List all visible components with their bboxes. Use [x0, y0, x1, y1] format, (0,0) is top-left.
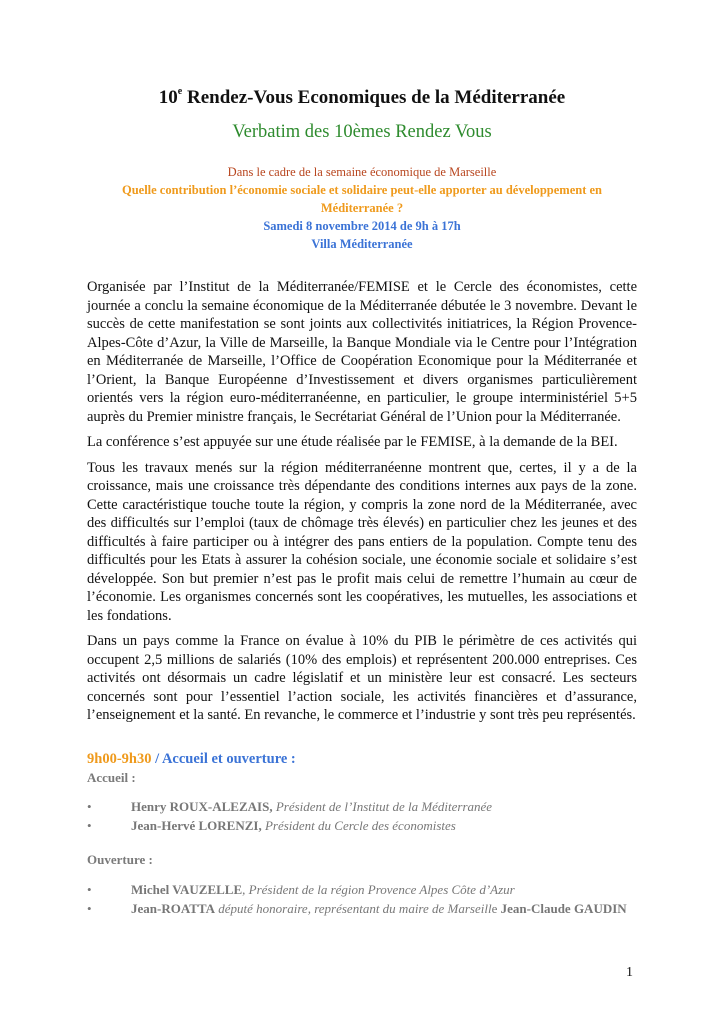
paragraph: Organisée par l’Institut de la Méditerranée/FEMISE et le Cercle des économistes, cette journée a conclu la semaine économique de la Méditerranée débutée le 3 novembre. Devant le succès de cette manifestation se sont joints aux collectivités initiatrices, la Région Provence-Alpes-Côte d’Azur, la Ville de Marseille, la Banque Mondiale via le Centre pour l’Intégration en Méditerranée de Marseille, l’Office de Coopération Economique pour la Méditerranée et l’Orient, la Banque Européenne d’Investissement et divers organismes particulièrement orientés vers la région euro-méditerranéenne, en particulier, le groupe interministériel 5+5 auprès du Premier ministre français, le Secrétariat Général de l’Union pour la Méditerranée.: [87, 279, 637, 425]
speaker-role: Président de l’Institut de la Méditerranée: [272, 799, 493, 814]
event-place: Villa Méditerranée: [311, 237, 413, 251]
page-title: [0, 86, 724, 109]
title-number: 10: [158, 87, 178, 108]
schedule-time: 9h00-9h30: [87, 751, 152, 767]
page-subtitle: Verbatim des 10èmes Rendez Vous: [232, 122, 492, 142]
event-info: [100, 163, 624, 253]
speaker-name: Jean-Hervé LORENZI,: [131, 818, 262, 833]
bullet-icon: •: [87, 818, 92, 833]
list-item: [87, 899, 637, 918]
speaker-name: Jean-ROATTA: [131, 900, 216, 916]
event-date: Samedi 8 novembre 2014 de 9h à 17h: [263, 219, 461, 233]
speaker-role-tail: e: [491, 900, 498, 916]
bullet-icon: •: [87, 799, 92, 814]
paragraph: Tous les travaux menés sur la région méditerranéenne montrent que, certes, il y a de la croissance, mais une croissance très dépendante des conditions internes aux pays de la zone. Cette caractéristique touche toute la région, y compris la zone nord de la Méditerranée, avec des difficultés sur l’emploi (taux de chômage très élevés) en particulier chez les jeunes et des difficultés à faire participer ou à intégrer des pans entiers de la population. Compte tenu des difficultés pour les Etats à assurer la cohésion sociale, une économie sociale et solidaire s’est développée. Son but premier n’est pas le profit mais celui de remettre l’humain au cœur de l’économie. Les organismes concernés sont les coopératives, les mutuelles, les associations et les fondations.: [87, 459, 637, 624]
body-text: [87, 278, 637, 732]
speaker-role: député honoraire, représentant du maire de Marseill: [215, 900, 492, 916]
paragraph: Dans un pays comme la France on évalue à 10% du PIB le périmètre de ces activités qui occupent 2,5 millions de salariés (10% des emplois) et représentent 200.000 entreprises. Ces activités ont désormais un cadre législatif et un ministère leur est consacré. Les secteurs concernés sont pour l’essentiel l’action sociale, les activités financières et d’assurance, l’enseignement et la santé. En revanche, le commerce et l’industrie y sont très peu représentés.: [87, 633, 637, 723]
bullet-icon: •: [87, 881, 92, 897]
speaker-name: Michel VAUZELLE: [131, 881, 243, 897]
list-item: [87, 816, 637, 835]
paragraph: La conférence s’est appuyée sur une étude réalisée par le FEMISE, à la demande de la BEI.: [87, 434, 618, 450]
speaker-role: Président du Cercle des économistes: [261, 818, 456, 833]
event-question: Quelle contribution l’économie sociale et solidaire peut-elle apporter au développement en Méditerranée ?: [121, 183, 603, 215]
schedule-section: [87, 750, 637, 918]
title-text: Rendez-Vous Economiques de la Méditerranée: [182, 87, 566, 108]
schedule-heading: [87, 750, 637, 769]
title-superscript: e: [177, 86, 183, 97]
schedule-separator: /: [151, 751, 162, 767]
bullet-icon: •: [87, 900, 92, 916]
list-item: [87, 880, 637, 899]
event-context: Dans le cadre de la semaine économique de Marseille: [227, 165, 497, 179]
list-item: [87, 797, 637, 816]
page-number: 1: [626, 965, 633, 980]
speaker-role: , Président de la région Provence Alpes Côte d’Azur: [242, 881, 515, 897]
schedule-label: Accueil et ouverture :: [161, 751, 296, 767]
accueil-heading: Accueil :: [87, 769, 136, 785]
speaker-name: Henry ROUX-ALEZAIS,: [131, 799, 273, 814]
ouverture-heading: Ouverture :: [87, 852, 153, 867]
mayor-name: Jean-Claude GAUDIN: [497, 900, 627, 916]
